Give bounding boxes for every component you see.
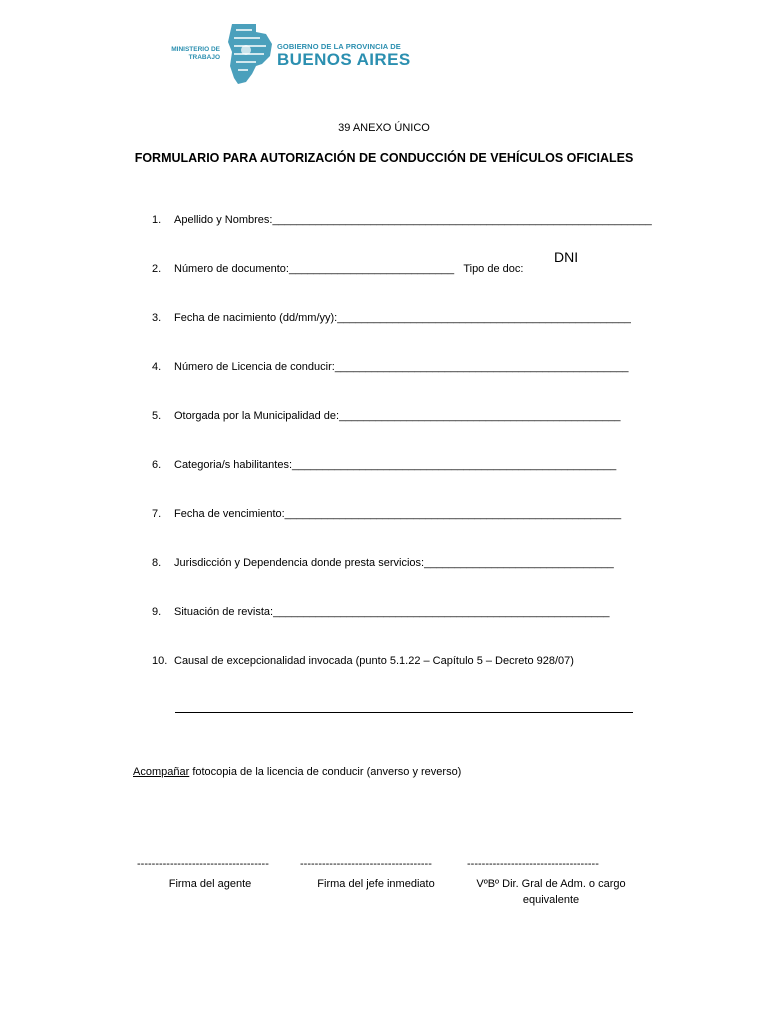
field-municipalidad: [152, 410, 621, 422]
field-situacion-revista: [152, 606, 610, 618]
director-label-line-1: VºBº Dir. Gral de Adm. o cargo: [476, 878, 626, 890]
field-fecha-nacimiento: [152, 312, 631, 324]
government-line: GOBIERNO DE LA PROVINCIA DE: [277, 42, 401, 51]
fill-line[interactable]: _______________________________________________________: [284, 508, 622, 520]
field-label: Número de documento:: [174, 263, 289, 275]
field-vencimiento: [152, 508, 621, 520]
field-label: Jurisdicción y Dependencia donde presta servicios:: [174, 557, 425, 569]
field-number: 1.: [152, 214, 162, 226]
signature-line-director[interactable]: ------------------------------------: [467, 858, 599, 870]
field-label: Número de Licencia de conducir:: [174, 361, 335, 373]
form-title: FORMULARIO PARA AUTORIZACIÓN DE CONDUCCIÓN DE VEHÍCULOS OFICIALES: [134, 151, 634, 165]
field-number: 9.: [152, 606, 162, 618]
field-jurisdiccion: [152, 557, 614, 569]
causal-fill-line[interactable]: [175, 712, 633, 713]
field-categorias: [152, 459, 616, 471]
field-number: 2.: [152, 263, 162, 275]
note-underlined: Acompañar: [133, 766, 190, 778]
fill-line[interactable]: ________________________________________________: [334, 361, 629, 373]
province-name: BUENOS AIRES: [277, 50, 411, 69]
dni-value[interactable]: DNI: [554, 249, 579, 265]
field-number: 10.: [152, 655, 168, 667]
attachment-note: [133, 766, 461, 778]
fill-line[interactable]: ___________________________: [288, 263, 455, 275]
field-numero-documento: [152, 263, 523, 275]
signature-label-director: [462, 876, 640, 908]
field-label: Situación de revista:: [174, 606, 274, 618]
field-label: Apellido y Nombres:: [174, 214, 273, 226]
note-text: fotocopia de la licencia de conducir (anverso y reverso): [189, 766, 462, 778]
signature-label-boss: Firma del jefe inmediato: [317, 878, 435, 890]
signature-line-boss[interactable]: ------------------------------------: [300, 858, 432, 870]
government-wordmark: [277, 42, 411, 69]
ministry-label: [150, 46, 220, 62]
tipo-doc-label: Tipo de doc:: [463, 263, 524, 275]
field-causal: [152, 655, 574, 667]
signature-label-agent: Firma del agente: [168, 878, 252, 890]
fill-line[interactable]: ______________________________________________: [339, 410, 621, 422]
field-number: 7.: [152, 508, 162, 520]
field-label: Categoria/s habilitantes:: [174, 459, 293, 471]
ministry-line-1: MINISTERIO DE: [171, 46, 220, 53]
field-label: Otorgada por la Municipalidad de:: [174, 410, 340, 422]
ministry-line-2: TRABAJO: [188, 54, 220, 61]
fill-line[interactable]: _______________________________________________________: [273, 606, 610, 618]
anexo-heading: 39 ANEXO ÚNICO: [338, 122, 430, 134]
field-number: 3.: [152, 312, 162, 324]
director-label-line-2: equivalente: [522, 894, 580, 906]
field-number: 8.: [152, 557, 162, 569]
field-number: 6.: [152, 459, 162, 471]
fill-line[interactable]: ______________________________________________________________: [272, 214, 652, 226]
field-licencia: [152, 361, 628, 373]
field-label: Fecha de vencimiento:: [174, 508, 285, 520]
fill-line[interactable]: ________________________________________________: [337, 312, 631, 324]
field-label: Fecha de nacimiento (dd/mm/yy):: [174, 312, 338, 324]
field-label: Causal de excepcionalidad invocada (punto 5.1.22 – Capítulo 5 – Decreto 928/07): [174, 655, 574, 667]
province-logo-icon: [226, 22, 274, 91]
signature-line-agent[interactable]: ------------------------------------: [137, 858, 269, 870]
fill-line[interactable]: _______________________________: [424, 557, 614, 569]
field-apellido-nombres: [152, 214, 652, 226]
field-number: 5.: [152, 410, 162, 422]
field-number: 4.: [152, 361, 162, 373]
fill-line[interactable]: _____________________________________________________: [292, 459, 617, 471]
